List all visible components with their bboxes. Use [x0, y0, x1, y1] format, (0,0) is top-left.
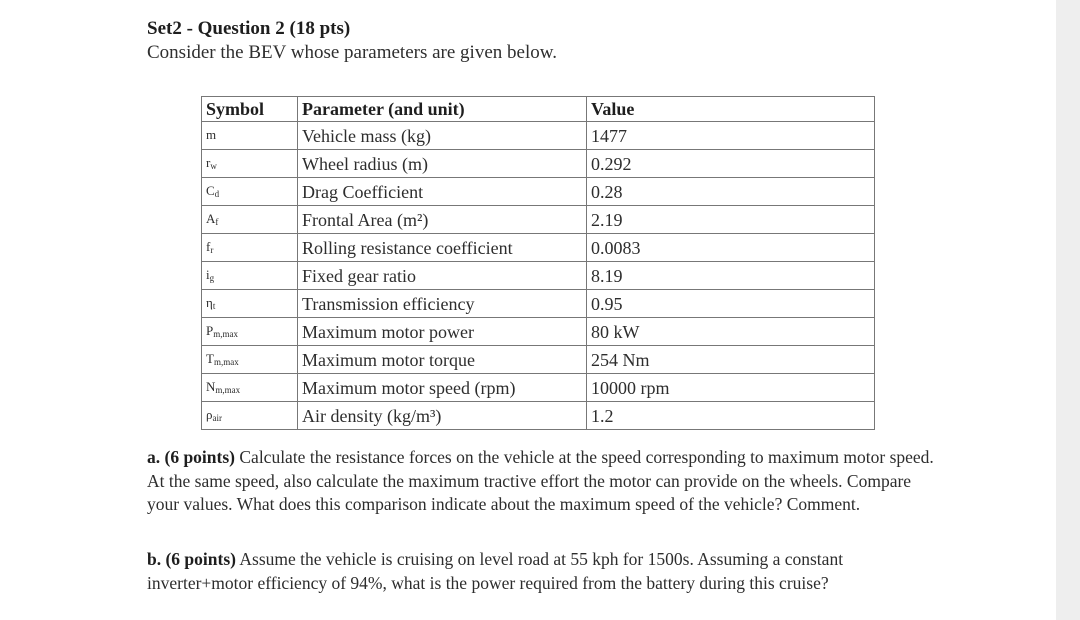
header-symbol: Symbol: [202, 97, 298, 122]
cell-parameter: Frontal Area (m²): [298, 206, 587, 234]
part-b: [147, 548, 947, 595]
table-row: [202, 318, 875, 346]
table-row: [202, 234, 875, 262]
table-row: [202, 150, 875, 178]
symbol-subscript: t: [212, 301, 216, 311]
cell-parameter: Drag Coefficient: [298, 178, 587, 206]
cell-value: 0.0083: [587, 234, 875, 262]
table-row: [202, 206, 875, 234]
symbol-main: i: [206, 267, 210, 282]
table-row: [202, 402, 875, 430]
cell-value: 1477: [587, 122, 875, 150]
cell-value: 8.19: [587, 262, 875, 290]
header-parameter: Parameter (and unit): [298, 97, 587, 122]
cell-symbol: [202, 374, 298, 402]
cell-symbol: [202, 234, 298, 262]
symbol-main: T: [206, 351, 214, 366]
part-a-text: Calculate the resistance forces on the vehicle at the speed corresponding to maximum motor speed. At the same speed, also calculate the maximum tractive effort the motor can provide on the wheels. Compare your values. What does this comparison indicate about the maximum speed of the vehicle? Comment.: [147, 447, 934, 514]
symbol-main: r: [206, 155, 211, 170]
cell-parameter: Air density (kg/m³): [298, 402, 587, 430]
cell-value: 1.2: [587, 402, 875, 430]
cell-value: 0.28: [587, 178, 875, 206]
cell-value: 0.95: [587, 290, 875, 318]
symbol-subscript: m,max: [215, 385, 241, 395]
part-a-label: a. (6 points): [147, 447, 235, 467]
cell-symbol: [202, 178, 298, 206]
cell-parameter: Maximum motor power: [298, 318, 587, 346]
cell-value: 0.292: [587, 150, 875, 178]
symbol-subscript: g: [209, 273, 215, 283]
cell-parameter: Rolling resistance coefficient: [298, 234, 587, 262]
cell-parameter: Fixed gear ratio: [298, 262, 587, 290]
header-value: Value: [587, 97, 875, 122]
symbol-subscript: d: [214, 189, 220, 199]
symbol-main: A: [206, 211, 216, 226]
cell-parameter: Vehicle mass (kg): [298, 122, 587, 150]
cell-parameter: Wheel radius (m): [298, 150, 587, 178]
cell-symbol: [202, 346, 298, 374]
symbol-subscript: f: [215, 217, 219, 227]
part-b-label: b. (6 points): [147, 549, 236, 569]
symbol-main: P: [206, 323, 214, 338]
table-row: [202, 374, 875, 402]
symbol-main: η: [206, 295, 213, 310]
symbol-main: C: [206, 183, 215, 198]
cell-symbol: [202, 150, 298, 178]
cell-symbol: [202, 402, 298, 430]
cell-parameter: Maximum motor torque: [298, 346, 587, 374]
cell-symbol: [202, 262, 298, 290]
table-row: [202, 178, 875, 206]
symbol-main: ρ: [206, 407, 213, 422]
cell-parameter: Transmission efficiency: [298, 290, 587, 318]
question-intro: Consider the BEV whose parameters are given below.: [147, 42, 557, 63]
symbol-subscript: r: [210, 245, 214, 255]
table-row: [202, 290, 875, 318]
table-row: [202, 346, 875, 374]
cell-value: 2.19: [587, 206, 875, 234]
cell-symbol: [202, 206, 298, 234]
symbol-main: m: [206, 127, 217, 142]
symbol-subscript: m,max: [213, 329, 238, 339]
cell-symbol: [202, 318, 298, 346]
cell-value: 10000 rpm: [587, 374, 875, 402]
cell-value: 80 kW: [587, 318, 875, 346]
part-b-text: Assume the vehicle is cruising on level road at 55 kph for 1500s. Assuming a constant inverter+motor efficiency of 94%, what is the power required from the battery during this cruise?: [147, 549, 844, 593]
table-header-row: [202, 97, 875, 122]
symbol-main: N: [206, 379, 216, 394]
page-edge-shadow: [1056, 0, 1080, 620]
cell-parameter: Maximum motor speed (rpm): [298, 374, 587, 402]
part-a: [147, 446, 947, 517]
parameter-table: [201, 96, 875, 430]
symbol-subscript: m,max: [213, 357, 239, 367]
symbol-subscript: air: [212, 413, 222, 423]
cell-symbol: [202, 290, 298, 318]
cell-value: 254 Nm: [587, 346, 875, 374]
question-title: Set2 - Question 2 (18 pts): [147, 18, 351, 39]
table-row: [202, 122, 875, 150]
cell-symbol: [202, 122, 298, 150]
symbol-subscript: w: [210, 161, 217, 171]
symbol-main: f: [206, 239, 211, 254]
table-row: [202, 262, 875, 290]
